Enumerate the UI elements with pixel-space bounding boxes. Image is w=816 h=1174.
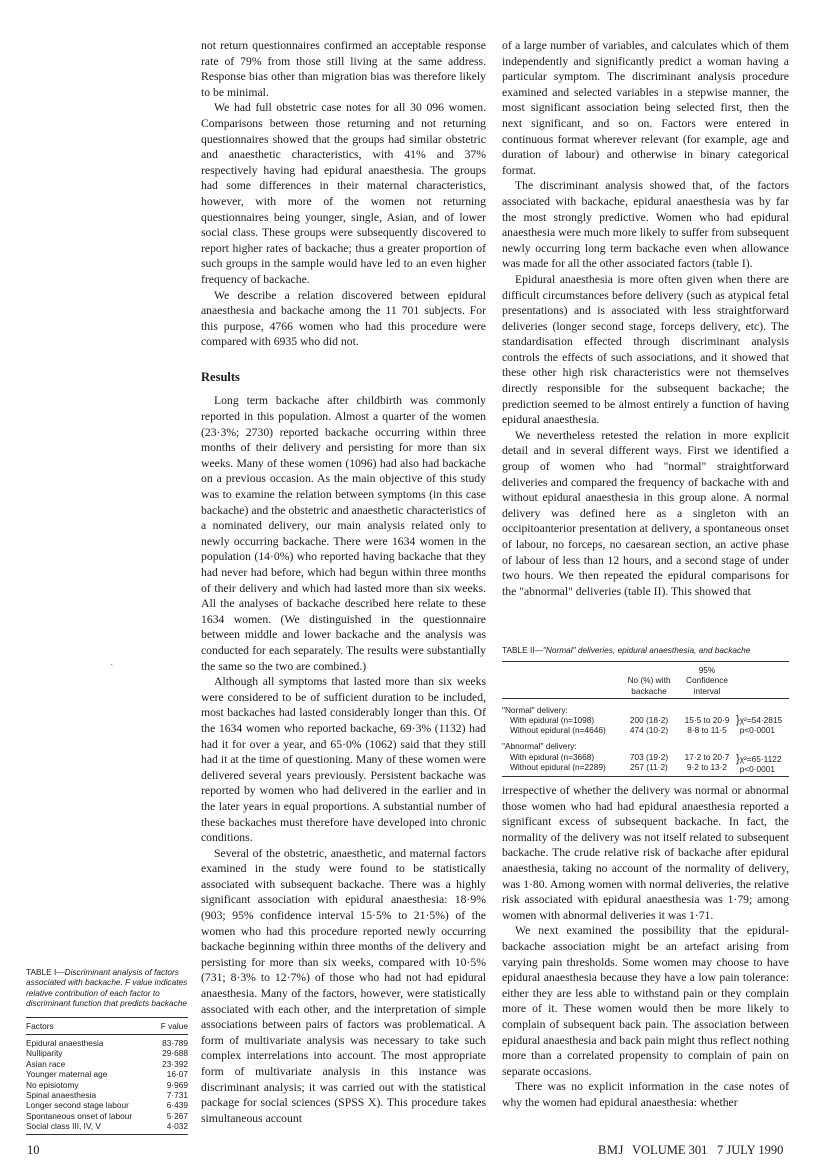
table-1-fvalue: 6·439 — [166, 1100, 188, 1111]
table-row — [26, 1111, 188, 1121]
table-1-factor: Spinal anaesthesia — [26, 1090, 97, 1101]
section-heading-results: Results — [201, 369, 240, 384]
table-1-factor: Social class III, IV, V — [26, 1121, 155, 1134]
paragraph: We had full obstetric case notes for all 30 096 women. Comparisons between those returning and not returning questionnaires showed that the groups had similar obstetric and anaesthetic characteristics, with 41% and 37% respectively having had epidural anaesthesia. The groups had some differences in their maternal characteristics, however, with more of the women not returning questionnaires being younger, single, Asian, and of lower social class. These groups were subsequently discovered to report higher rates of backache; thus a greater proportion of such groups in the sample would have led to an even higher frequency of backache. — [201, 101, 486, 286]
paragraph: irrespective of whether the delivery was normal or abnormal those women who had had epidural anaesthesia reported a significant excess of subsequent backache. In fact, the normality of the delivery was not itself related to subsequent backache. The crude relative risk of backache after epidural anaesthesia, taking no account of the normality of delivery, was 1·80. Among women with normal deliveries, the relative risk associated with epidural anaesthesia was 1·79; among women with abnormal deliveries it was 1·71. — [502, 784, 789, 922]
table-row — [26, 1035, 188, 1049]
table-1-factor: No episiotomy — [26, 1079, 79, 1090]
table-cell: 257 (11·2) — [620, 762, 678, 777]
table-row — [26, 1100, 188, 1110]
table-2-caption: TABLE II—"Normal" deliveries, epidural anaesthesia, and backache — [502, 645, 751, 655]
table-1-fvalue: 9·969 — [166, 1079, 188, 1090]
table-2 — [502, 645, 789, 777]
table-cell: 200 (18·2) — [629, 715, 669, 726]
table-1-factor: Epidural anaesthesia — [26, 1038, 104, 1049]
table-1-factor: Nulliparity — [26, 1048, 63, 1059]
table-1-factor: Longer second stage labour — [26, 1100, 129, 1111]
table-row-label: Without epidural (n=4646) — [510, 725, 606, 736]
paragraph: Long term backache after childbirth was commonly reported in this population. Almost a quarter of the women (23·3%; 2730) reported backache occurring within three months of their delivery and persisting for more than six weeks. Many of these women (1096) had also had backache on a previous occasion. As the main objective of this study was to examine the relation between symptoms (in this case backache) and the obstetric and anaesthetic characteristics of a nominated delivery, our main analysis related only to newly occurring backache. There were 1634 women in the population (14·0%) who reported having backache that they had never had before, which had begun within three months of their delivery and which had lasted more than six weeks. All the analyses of backache described here relate to these 1634 women. (We distinguished in the questionnaire between middle and lower backache and the analysis was conducted for each separately. The results were substantially the same so the two are combined.) — [201, 394, 486, 673]
table-2-group-normal: "Normal" delivery: — [502, 704, 568, 715]
table-cell: 15·5 to 20·9 — [684, 715, 730, 726]
table-row-label: With epidural (n=3668) — [510, 751, 595, 762]
table-1-fvalue: 5·267 — [166, 1110, 188, 1121]
table-1-grid — [26, 1017, 188, 1135]
column-right-lower — [502, 783, 789, 1110]
table-1-fvalue: 23·392 — [162, 1058, 188, 1069]
paragraph: not return questionnaires confirmed an acceptable response rate of 79% from those still living at the same address. Response bias other than migration bias was therefore likely to be minimal. — [201, 39, 486, 99]
table-row — [26, 1090, 188, 1100]
page-number: 10 — [27, 1143, 40, 1157]
paragraph: Epidural anaesthesia is more often given when there are difficult circumstances before delivery (such as atypical fetal presentations) and is associated with less straightforward deliveries (longer second stage, forceps delivery, etc). The standardisation effected through discriminant analysis controls the effects of such associations, and it showed that these other high risk characteristics were not themselves directly responsible for the subsequent backache; the prediction seemed to be almost entirely a function of having epidural anaesthesia. — [502, 272, 789, 427]
paragraph: We nevertheless retested the relation in more explicit detail and in several different ways. First we identified a group of women who had "normal" straightforward deliveries and compared the frequency of backache with and without epidural anaesthesia in this group alone. A normal delivery was defined here as a singleton with an occipitoanterior presentation at delivery, a spontaneous onset of labour, no forceps, no caesarean section, an active phase of labour of less than 12 hours, and a second stage of under two hours. We then repeated the epidural comparisons for the "abnormal" deliveries (table II). This showed that — [502, 428, 789, 598]
column-right — [502, 38, 789, 599]
table-1-fvalue: 16·07 — [166, 1069, 188, 1080]
table-row — [26, 1048, 188, 1058]
table-row — [26, 1059, 188, 1069]
table-cell: 17·2 to 20·7 — [684, 751, 730, 762]
paragraph: We describe a relation discovered between epidural anaesthesia and backache among the 11 701 subjects. For this purpose, 4766 women who had this procedure were compared with 6935 who did not. — [201, 288, 486, 349]
table-row-label: Without epidural (n=2289) — [502, 762, 620, 777]
table-1-caption: TABLE I—Discriminant analysis of factors associated with backache. F value indicates relative contribution of each factor to discriminant function that predicts backache — [26, 967, 188, 1009]
paragraph: of a large number of variables, and calculates which of them independently and significantly predict a woman having a particular symptom. The discriminant analysis procedure examined and selected variables in a stepwise manner, the most significant association being selected first, then the next significant, and so on. Factors were entered in continuous format wherever relevant (for example, age and duration of labour) and otherwise in binary categorical format. — [502, 39, 789, 177]
table-1-factor: Spontaneous onset of labour — [26, 1110, 133, 1121]
table-1 — [26, 967, 188, 1135]
paragraph: We next examined the possibility that the epidural-backache association might be an artefact arising from varying pain thresholds. Some women may choose to have epidural anaesthesia because they have a low pain tolerance: either they are less able to withstand pain or they complain more of it. These women would then be more likely to complain of subsequent back pain. The association between epidural anaesthesia and back pain might thus reflect nothing more than a correlated propensity to complain of pain on separate occasions. — [502, 924, 789, 1078]
journal-volume: VOLUME 301 — [632, 1143, 708, 1157]
table-2-header-backache: No (%) with backache — [620, 662, 678, 699]
table-2-header-ci: 95% Confidence interval — [678, 662, 736, 699]
table-row — [26, 1080, 188, 1090]
journal-name: BMJ — [598, 1143, 624, 1157]
issue-date: 7 JULY 1990 — [717, 1143, 784, 1157]
table-row — [26, 1121, 188, 1134]
table-2-stat-abnormal: }χ²=65·1122 p<0·0001 — [736, 752, 789, 777]
table-cell: 8·8 to 11·5 — [687, 725, 727, 736]
table-row-label: With epidural (n=1098) — [510, 715, 595, 726]
column-middle — [201, 38, 486, 1126]
table-2-stat-normal: }χ²=54·2815 p<0·0001 — [736, 714, 783, 736]
table-1-factor: Younger maternal age — [26, 1069, 108, 1080]
table-cell: 9·2 to 13·2 — [678, 762, 736, 777]
stray-mark: ˎ — [110, 655, 114, 666]
paragraph: The discriminant analysis showed that, of the factors associated with backache, epidural anaesthesia was by far the most strongly predictive. Women who had epidural anaesthesia were much more likely to suffer from subsequent newly occurring long term backache even when allowance was made for all the other associated factors (table I). — [502, 179, 789, 271]
table-cell: 474 (10·2) — [629, 725, 669, 736]
paragraph: Although all symptoms that lasted more than six weeks were considered to be of sufficient duration to be included, most backaches had lasted considerably longer than this. Of the 1634 women who reported backache, 69·3% (1132) had had it for over a year, and 65·0% (1062) said that they still had it at the time of questioning. Many of these women were delivered several years previously. Persistent backache was reported by women who had delivered in the earlier and in the later years in equal proportions. A substantial number of these backaches must therefore have developed into chronic conditions. — [201, 675, 486, 845]
table-1-header-fvalue: F value — [155, 1017, 188, 1034]
table-row — [26, 1069, 188, 1079]
paragraph: There was no explicit information in the case notes of why the women had epidural anaesthesia: whether — [502, 1080, 789, 1109]
table-1-fvalue: 29·688 — [162, 1048, 188, 1059]
table-cell: 703 (19·2) — [629, 751, 669, 762]
table-2-group-abnormal: "Abnormal" delivery: — [502, 741, 577, 752]
table-1-fvalue: 4·032 — [155, 1121, 188, 1134]
table-1-fvalue: 83·789 — [162, 1038, 188, 1049]
table-1-factor: Asian race — [26, 1058, 66, 1069]
table-1-header-factors: Factors — [26, 1017, 155, 1034]
table-2-grid — [502, 661, 789, 777]
table-1-fvalue: 7·731 — [166, 1090, 188, 1101]
paragraph: Several of the obstetric, anaesthetic, and maternal factors examined in the study were found to be statistically associated with subsequent backache. There was a highly significant association with epidural anaesthesia: 18·9% (903; 95% confidence interval 15·5% to 21·5%) of the women who had this procedure reported newly occurring backache beginning within three months of the delivery and persisting for more than six weeks, compared with 10·5% (731; 8·3% to 12·7%) of those who had not had epidural anaesthesia. Many of the factors, however, were statistically associated with each other, and the interpretation of simple associations between pairs of factors was problematical. A form of multivariate analysis was necessary to take such complex interrelations into account. The most appropriate form of multivariate analysis in this instance was discriminant analysis; it was carried out with the statistical package for social sciences (SPSS X). This procedure takes simultaneous account — [201, 846, 486, 1125]
